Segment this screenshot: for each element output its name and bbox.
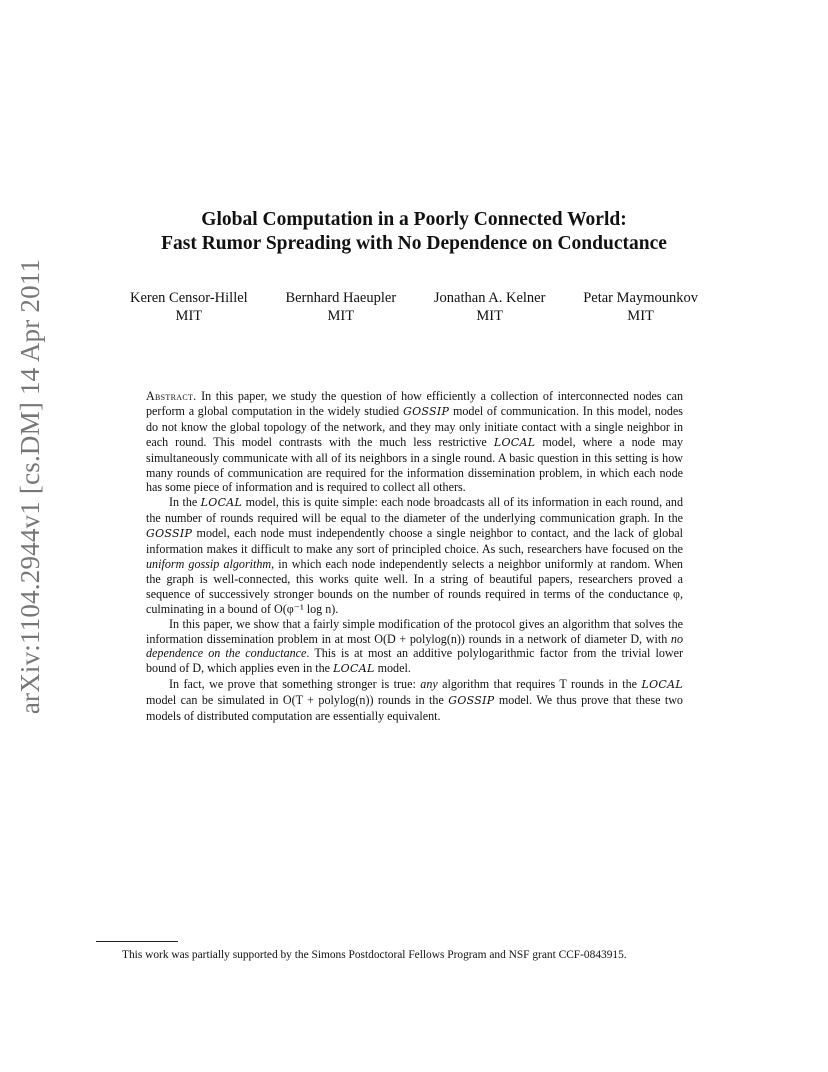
author-name: Keren Censor-Hillel	[130, 290, 248, 306]
footnote: This work was partially supported by the Simons Postdoctoral Fellows Program and NSF grant CCF-0843915.	[122, 949, 627, 961]
local-model-name: LOCAL	[333, 662, 375, 676]
author-name: Petar Maymounkov	[583, 290, 698, 306]
abstract-paragraph-4: In fact, we prove that something stronger is true: any algorithm that requires T rounds in the LOCAL model can be simulated in O(T + polylog(n)) rounds in the GOSSIP model. We thus prove that these two models of distributed computation are essentially equivalent.	[146, 677, 683, 724]
emphasis-text: any	[420, 677, 438, 692]
author-name: Bernhard Haeupler	[285, 290, 397, 306]
gossip-model-name: GOSSIP	[448, 694, 495, 708]
author-affiliation: MIT	[476, 308, 503, 324]
local-model-name: LOCAL	[493, 435, 536, 449]
arxiv-side-stamp	[10, 258, 52, 714]
title-line-2: Fast Rumor Spreading with No Dependence on Conductance	[161, 233, 667, 254]
emphasis-text: uniform gossip algorithm	[146, 556, 272, 571]
author-list	[130, 289, 698, 325]
emphasis-text: no dependence on the conductance	[146, 631, 683, 661]
abstract-label: Abstract.	[146, 389, 197, 403]
local-model-name: LOCAL	[200, 496, 243, 510]
title-line-1: Global Computation in a Poorly Connected World:	[201, 209, 627, 230]
paper-title	[0, 208, 828, 256]
author-affiliation: MIT	[627, 308, 654, 324]
footnote-rule	[96, 941, 178, 942]
arxiv-identifier: arXiv:1104.2944v1 [cs.DM] 14 Apr 2011	[15, 258, 46, 714]
local-model-name: LOCAL	[641, 678, 683, 692]
author-name: Jonathan A. Kelner	[433, 290, 546, 306]
gossip-model-name: GOSSIP	[146, 527, 193, 541]
author-block	[434, 289, 546, 325]
abstract-paragraph-2: In the LOCAL model, this is quite simple: each node broadcasts all of its information in each round, and the number of rounds required will be equal to the diameter of the underlying communication graph. In the GOSSIP model, each node must independently choose a single neighbor to contact, and the lack of global information makes it difficult to make any sort of principled choice. As such, researchers have focused on the uniform gossip algorithm, in which each node independently selects a neighbor uniformly at random. When the graph is well-connected, this works quite well. In a string of beautiful papers, researchers proved a sequence of successively stronger bounds on the number of rounds required in terms of the conductance φ, culminating in a bound of O(φ⁻¹ log n).	[146, 495, 683, 616]
abstract	[146, 389, 683, 724]
author-block	[285, 289, 396, 325]
author-affiliation: MIT	[175, 308, 203, 324]
gossip-model-name: GOSSIP	[402, 404, 450, 418]
abstract-paragraph-3: In this paper, we show that a fairly simple modification of the protocol gives an algorithm that solves the information dissemination problem in at most O(D + polylog(n)) rounds in a network of diameter D, with no dependence on the conductance. This is at most an additive polylogarithmic factor from the trivial lower bound of D, which applies even in the LOCAL model.	[146, 616, 684, 676]
author-block	[130, 289, 248, 325]
author-block	[583, 289, 698, 325]
abstract-paragraph-1: Abstract. In this paper, we study the question of how efficiently a collection of interconnected nodes can perform a global computation in the widely studied GOSSIP model of communication. In this model, nodes do not know the global topology of the network, and they may only initiate contact with a single neighbor in each round. This model contrasts with the much less restrictive LOCAL model, where a node may simultaneously communicate with all of its neighbors in a single round. A basic question in this setting is how many rounds of communication are required for the information dissemination problem, in which each node has some piece of information and is required to collect all others.	[146, 389, 683, 495]
author-affiliation: MIT	[327, 308, 355, 324]
